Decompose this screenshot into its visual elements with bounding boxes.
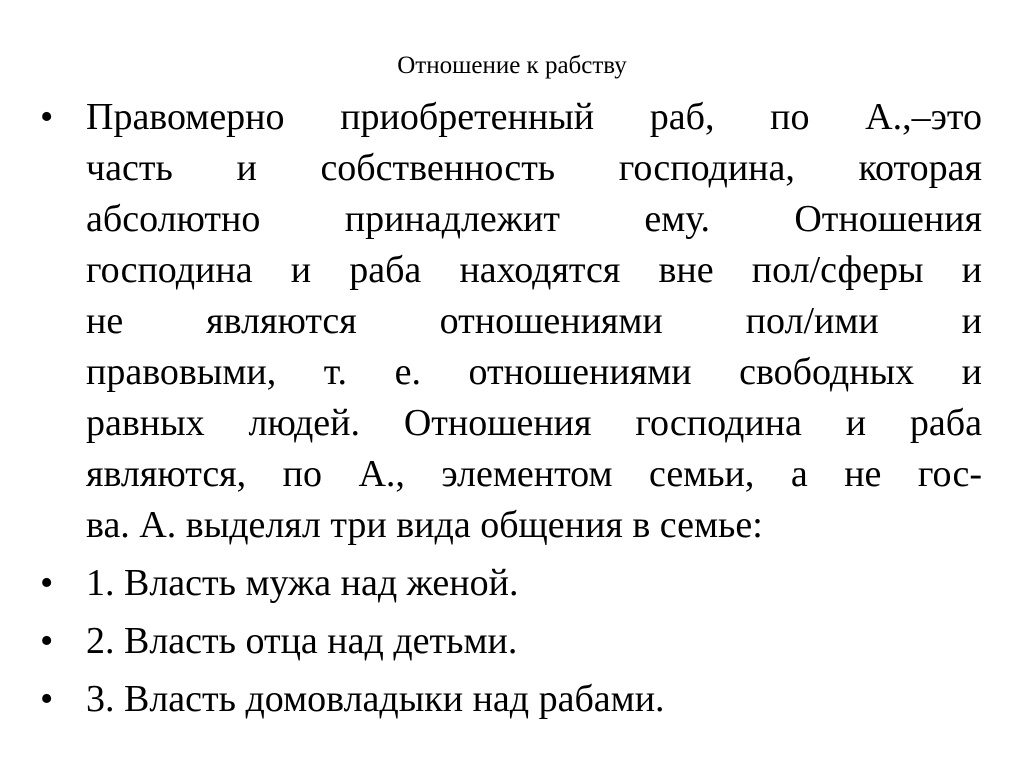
list-item-text: 2. Власть отца над детьми. xyxy=(86,620,518,662)
paragraph-line: часть и собственность господина, которая xyxy=(86,147,982,189)
bullet-icon: • xyxy=(40,678,54,720)
paragraph-line: господина и раба находятся вне пол/сферы и xyxy=(86,249,982,291)
paragraph-line: равных людей. Отношения господина и раба xyxy=(86,402,982,444)
list-item-text: 3. Власть домовладыки над рабами. xyxy=(86,678,665,720)
slide-title: Отношение к рабству xyxy=(397,52,627,79)
list-item xyxy=(40,558,982,609)
list-item-main xyxy=(40,92,982,551)
bullet-icon: • xyxy=(40,562,54,604)
bullet-icon: • xyxy=(40,620,54,662)
bullet-list xyxy=(40,92,982,732)
paragraph-line: Правомерно приобретенный раб, по А.,–это xyxy=(86,96,982,138)
list-item-text: 1. Власть мужа над женой. xyxy=(86,562,519,604)
paragraph-line: правовыми, т. е. отношениями свободных и xyxy=(86,351,982,393)
list-item xyxy=(40,674,982,725)
list-item xyxy=(40,616,982,667)
bullet-icon: • xyxy=(40,96,54,138)
paragraph-line: не являются отношениями пол/ими и xyxy=(86,300,982,342)
paragraph-line: абсолютно принадлежит ему. Отношения xyxy=(86,198,982,240)
paragraph-line: ва. А. выделял три вида общения в семье: xyxy=(86,504,763,546)
paragraph-line: являются, по А., элементом семьи, а не гос- xyxy=(86,453,982,495)
